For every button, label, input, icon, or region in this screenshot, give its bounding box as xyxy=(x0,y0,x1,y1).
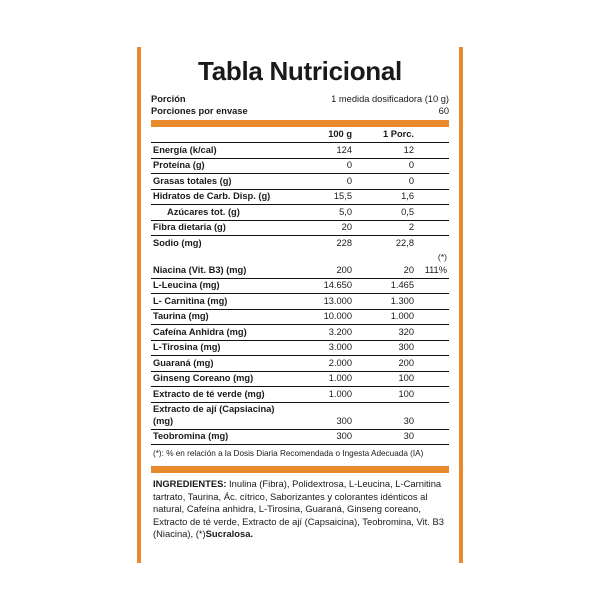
row-value-percent xyxy=(417,236,449,251)
row-value-percent xyxy=(417,340,449,356)
table-row xyxy=(151,174,449,190)
table-row xyxy=(151,429,449,445)
header-col-percent xyxy=(417,127,449,143)
row-label: Guaraná (mg) xyxy=(151,356,290,372)
row-value-100g: 0 xyxy=(290,174,358,190)
servings-per-container-label: Porciones por envase xyxy=(151,105,248,116)
row-value-100g: 10.000 xyxy=(290,309,358,325)
row-value-portion: 22,8 xyxy=(395,237,414,248)
footnote: (*): % en relación a la Dosis Diaria Recomendada o Ingesta Adecuada (IA) xyxy=(153,449,424,459)
row-label: Taurina (mg) xyxy=(151,309,290,325)
row-label: Cafeína Anhidra (mg) xyxy=(151,325,290,341)
row-label: Extracto de ají (Capsiacina) (mg) xyxy=(151,402,290,429)
row-value-portion: 0 xyxy=(358,158,417,174)
servings-per-container-value: 60 xyxy=(438,105,449,116)
row-value-portion: 320 xyxy=(358,325,417,341)
row-value-100g: 124 xyxy=(290,142,358,158)
row-value-100g: 1.000 xyxy=(290,387,358,403)
row-value-percent xyxy=(417,309,449,325)
header-col-portion: 1 Porc. xyxy=(382,128,414,139)
orange-divider-bar xyxy=(151,120,449,127)
table-row xyxy=(151,356,449,372)
row-value-percent xyxy=(417,278,449,294)
row-value-100g: 15,5 xyxy=(290,189,358,205)
row-value-100g: 13.000 xyxy=(290,294,358,310)
row-value-portion: 20 xyxy=(358,263,417,278)
table-row xyxy=(151,340,449,356)
row-value-percent xyxy=(417,294,449,310)
table-row xyxy=(151,278,449,294)
ingredients-highlight: Sucralosa. xyxy=(205,527,254,539)
row-value-percent xyxy=(417,402,449,429)
row-value-percent xyxy=(417,158,449,174)
row-value-portion: 30 xyxy=(358,402,417,429)
row-value-100g: 2.000 xyxy=(290,356,358,372)
row-label: Grasas totales (g) xyxy=(151,174,290,190)
row-label: Azúcares tot. (g) xyxy=(151,205,290,221)
row-value-percent xyxy=(417,387,449,403)
serving-label: Porción xyxy=(151,93,186,104)
table-row xyxy=(151,158,449,174)
row-value-portion: 200 xyxy=(358,356,417,372)
row-label: Hidratos de Carb. Disp. (g) xyxy=(151,189,290,205)
row-value-portion: 0 xyxy=(358,174,417,190)
row-value-100g: 0 xyxy=(290,158,358,174)
table-row xyxy=(151,402,449,429)
row-label: L-Tirosina (mg) xyxy=(151,340,290,356)
row-value-100g: 5,0 xyxy=(290,205,358,221)
header-spacer xyxy=(151,127,290,143)
row-label: Energía (k/cal) xyxy=(151,142,290,158)
row-value-percent: 111% xyxy=(417,263,449,278)
star-marker-row xyxy=(151,251,449,263)
nutrition-facts-panel xyxy=(137,47,463,563)
table-row xyxy=(151,220,449,236)
table-row xyxy=(151,236,449,251)
row-value-portion: 1,6 xyxy=(358,189,417,205)
ingredients-block xyxy=(151,473,449,540)
ingredients-heading: INGREDIENTES: xyxy=(153,478,227,490)
row-value-portion: 300 xyxy=(358,340,417,356)
row-value-percent xyxy=(417,142,449,158)
ingredients-text: Inulina (Fibra), Polidextrosa, L-Leucina, L-Carnitina tartrato, Taurina, Ác. cítrico, Saborizantes y colorantes idénticos al natural, Cafeína anhidra, L-Tirosina, Guaraná, Ginseng coreano, Extracto de té verde, Extracto de ají (Capsaicina), Teobromina, Vit. B3 (Niacina), (*) xyxy=(153,478,444,539)
row-value-percent xyxy=(417,429,449,445)
row-value-percent xyxy=(417,325,449,341)
row-label: L- Carnitina (mg) xyxy=(151,294,290,310)
row-label: Ginseng Coreano (mg) xyxy=(151,371,290,387)
row-label: Extracto de té verde (mg) xyxy=(151,387,290,403)
row-label: L-Leucina (mg) xyxy=(151,278,290,294)
star-marker: (*) xyxy=(437,251,447,262)
orange-divider-bar-bottom xyxy=(151,466,449,473)
row-value-100g: 3.000 xyxy=(290,340,358,356)
table-row xyxy=(151,309,449,325)
row-value-portion: 1.300 xyxy=(358,294,417,310)
row-value-portion: 100 xyxy=(358,387,417,403)
table-row xyxy=(151,142,449,158)
row-value-100g: 3.200 xyxy=(290,325,358,341)
row-value-percent xyxy=(417,220,449,236)
header-col-100g: 100 g xyxy=(328,128,352,139)
row-label: Sodio (mg) xyxy=(153,237,202,248)
table-header-row xyxy=(151,127,449,143)
table-row xyxy=(151,205,449,221)
row-value-100g: 14.650 xyxy=(290,278,358,294)
table-row xyxy=(151,189,449,205)
serving-row xyxy=(151,93,449,105)
row-value-percent xyxy=(417,189,449,205)
table-row xyxy=(151,371,449,387)
serving-table xyxy=(151,93,449,118)
table-row xyxy=(151,294,449,310)
row-value-100g: 228 xyxy=(336,237,352,248)
row-label: Teobromina (mg) xyxy=(151,429,290,445)
serving-value: 1 medida dosificadora (10 g) xyxy=(331,93,449,104)
row-label: Fibra dietaria (g) xyxy=(151,220,290,236)
row-label: Proteína (g) xyxy=(151,158,290,174)
row-value-100g: 200 xyxy=(290,263,358,278)
row-value-portion: 0,5 xyxy=(358,205,417,221)
row-label: Niacina (Vit. B3) (mg) xyxy=(151,263,290,278)
row-value-percent xyxy=(417,174,449,190)
row-value-100g: 300 xyxy=(290,402,358,429)
table-row xyxy=(151,387,449,403)
row-value-portion: 30 xyxy=(358,429,417,445)
row-value-percent xyxy=(417,371,449,387)
table-row xyxy=(151,325,449,341)
page-title: Tabla Nutricional xyxy=(198,56,402,86)
row-value-percent xyxy=(417,205,449,221)
row-value-percent xyxy=(417,356,449,372)
row-value-100g: 1.000 xyxy=(290,371,358,387)
row-value-portion: 2 xyxy=(358,220,417,236)
row-value-portion: 100 xyxy=(358,371,417,387)
row-value-portion: 12 xyxy=(358,142,417,158)
table-row xyxy=(151,263,449,278)
row-value-portion: 1.465 xyxy=(358,278,417,294)
servings-per-container-row xyxy=(151,105,449,117)
row-value-100g: 20 xyxy=(290,220,358,236)
nutrition-table xyxy=(151,127,449,445)
row-value-portion: 1.000 xyxy=(358,309,417,325)
row-value-100g: 300 xyxy=(290,429,358,445)
